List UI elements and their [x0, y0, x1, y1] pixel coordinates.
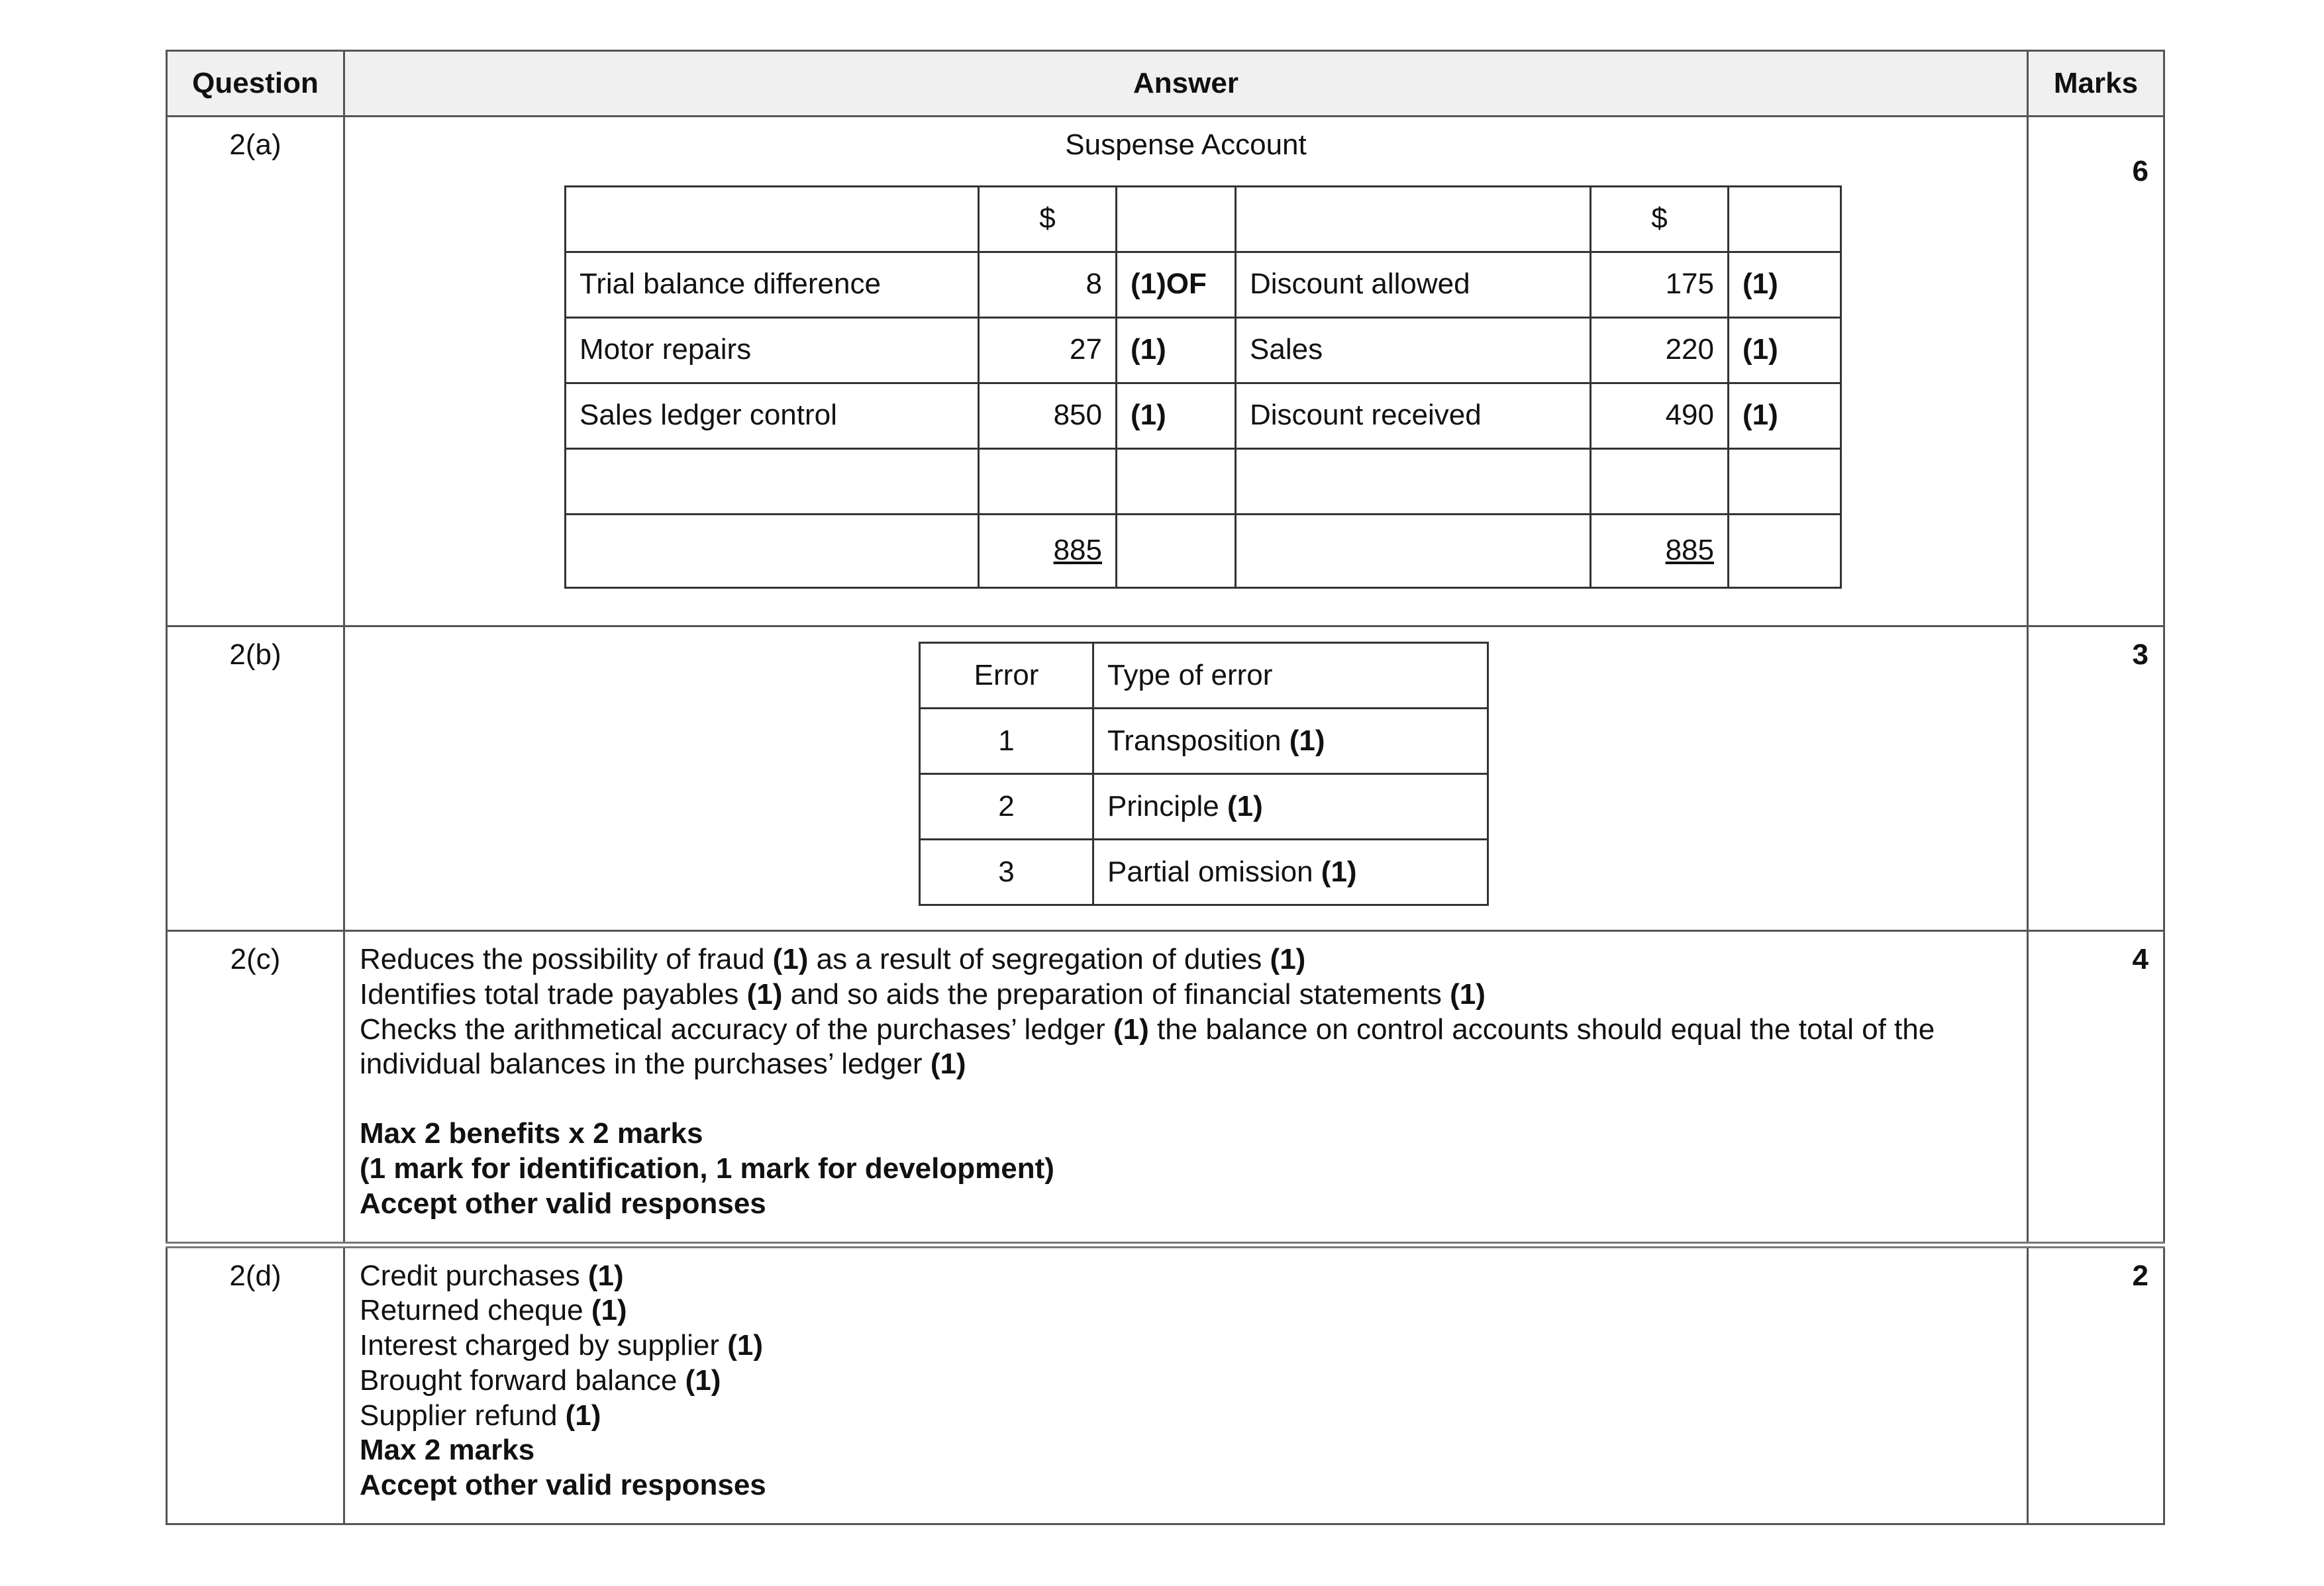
credit-amount: 175 [1591, 252, 1729, 317]
question-label: 2(c) [167, 931, 344, 1245]
error-number: 3 [920, 840, 1093, 905]
answer-cell [344, 117, 2028, 626]
answer-line: Reduces the possibility of fraud (1) as a result of segregation of duties (1) [360, 943, 1306, 975]
credit-mark: (1) [1729, 383, 1841, 448]
question-label: 2(b) [167, 626, 344, 931]
marks-value: 6 [2028, 117, 2164, 626]
question-row-2c [167, 931, 2164, 1245]
question-row-2d [167, 1245, 2164, 1524]
answer-line: Returned cheque (1) [360, 1294, 627, 1327]
debit-amount: 27 [979, 317, 1117, 383]
debit-total: 885 [1053, 534, 1102, 567]
error-number: 1 [920, 709, 1093, 774]
debit-currency: $ [979, 186, 1117, 252]
debit-mark: (1) [1117, 317, 1236, 383]
question-label: 2(d) [167, 1245, 344, 1524]
suspense-account-title: Suspense Account [1065, 128, 1307, 161]
suspense-header-row [566, 186, 1841, 252]
question-header: Question [167, 51, 344, 117]
credit-mark: (1) [1729, 252, 1841, 317]
error-type-table [919, 642, 1489, 906]
error-row [920, 840, 1488, 905]
marks-value: 4 [2028, 931, 2164, 1245]
answer-line: Supplier refund (1) [360, 1399, 601, 1432]
error-type: Partial omission [1107, 855, 1313, 888]
suspense-row [566, 383, 1841, 448]
error-number: 2 [920, 774, 1093, 840]
header-row [167, 51, 2164, 117]
question-row-2b [167, 626, 2164, 931]
credit-currency: $ [1591, 186, 1729, 252]
answer-header: Answer [344, 51, 2028, 117]
credit-amount: 490 [1591, 383, 1729, 448]
error-mark: (1) [1321, 855, 1357, 888]
answer-line: Identifies total trade payables (1) and so aids the preparation of financial statements (1) [360, 977, 1486, 1011]
marking-note: Accept other valid responses [360, 1187, 766, 1220]
question-row-2a [167, 117, 2164, 626]
credit-mark: (1) [1729, 317, 1841, 383]
credit-total: 885 [1665, 534, 1714, 567]
marks-header: Marks [2028, 51, 2164, 117]
question-label: 2(a) [167, 117, 344, 626]
error-col-header: Error [920, 643, 1093, 709]
mark-scheme-table [166, 50, 2165, 1525]
marking-note: Accept other valid responses [360, 1469, 766, 1502]
marking-note: (1 mark for identification, 1 mark for development) [360, 1152, 1054, 1185]
marks-value: 2 [2028, 1245, 2164, 1524]
debit-item: Sales ledger control [566, 383, 979, 448]
type-col-header: Type of error [1093, 643, 1488, 709]
marking-note: Max 2 marks [360, 1434, 535, 1467]
debit-amount: 850 [979, 383, 1117, 448]
answer-cell [344, 626, 2028, 931]
answer-line: Credit purchases (1) [360, 1259, 624, 1292]
answer-line: Interest charged by supplier (1) [360, 1329, 763, 1362]
marking-note: Max 2 benefits x 2 marks [360, 1117, 703, 1150]
error-mark: (1) [1289, 724, 1325, 757]
debit-item: Trial balance difference [566, 252, 979, 317]
suspense-empty-row [566, 448, 1841, 514]
error-mark: (1) [1227, 789, 1263, 822]
error-row [920, 774, 1488, 840]
debit-amount: 8 [979, 252, 1117, 317]
error-type: Principle [1107, 789, 1219, 822]
credit-item: Sales [1236, 317, 1591, 383]
credit-item: Discount allowed [1236, 252, 1591, 317]
debit-item: Motor repairs [566, 317, 979, 383]
answer-line: Brought forward balance (1) [360, 1363, 721, 1397]
marks-value: 3 [2028, 626, 2164, 931]
debit-mark: (1)OF [1117, 252, 1236, 317]
credit-item: Discount received [1236, 383, 1591, 448]
error-type: Transposition [1107, 724, 1282, 757]
answer-cell [344, 931, 2028, 1245]
error-row [920, 709, 1488, 774]
debit-mark: (1) [1117, 383, 1236, 448]
answer-line: Checks the arithmetical accuracy of the purchases’ ledger (1) the balance on control accounts should equal the total of the individual balances in the purchases’ ledger (1) [360, 1013, 1935, 1081]
suspense-account-table [564, 185, 1842, 589]
answer-cell [344, 1245, 2028, 1524]
suspense-row [566, 252, 1841, 317]
suspense-row [566, 317, 1841, 383]
credit-amount: 220 [1591, 317, 1729, 383]
error-header-row [920, 643, 1488, 709]
suspense-total-row [566, 514, 1841, 587]
